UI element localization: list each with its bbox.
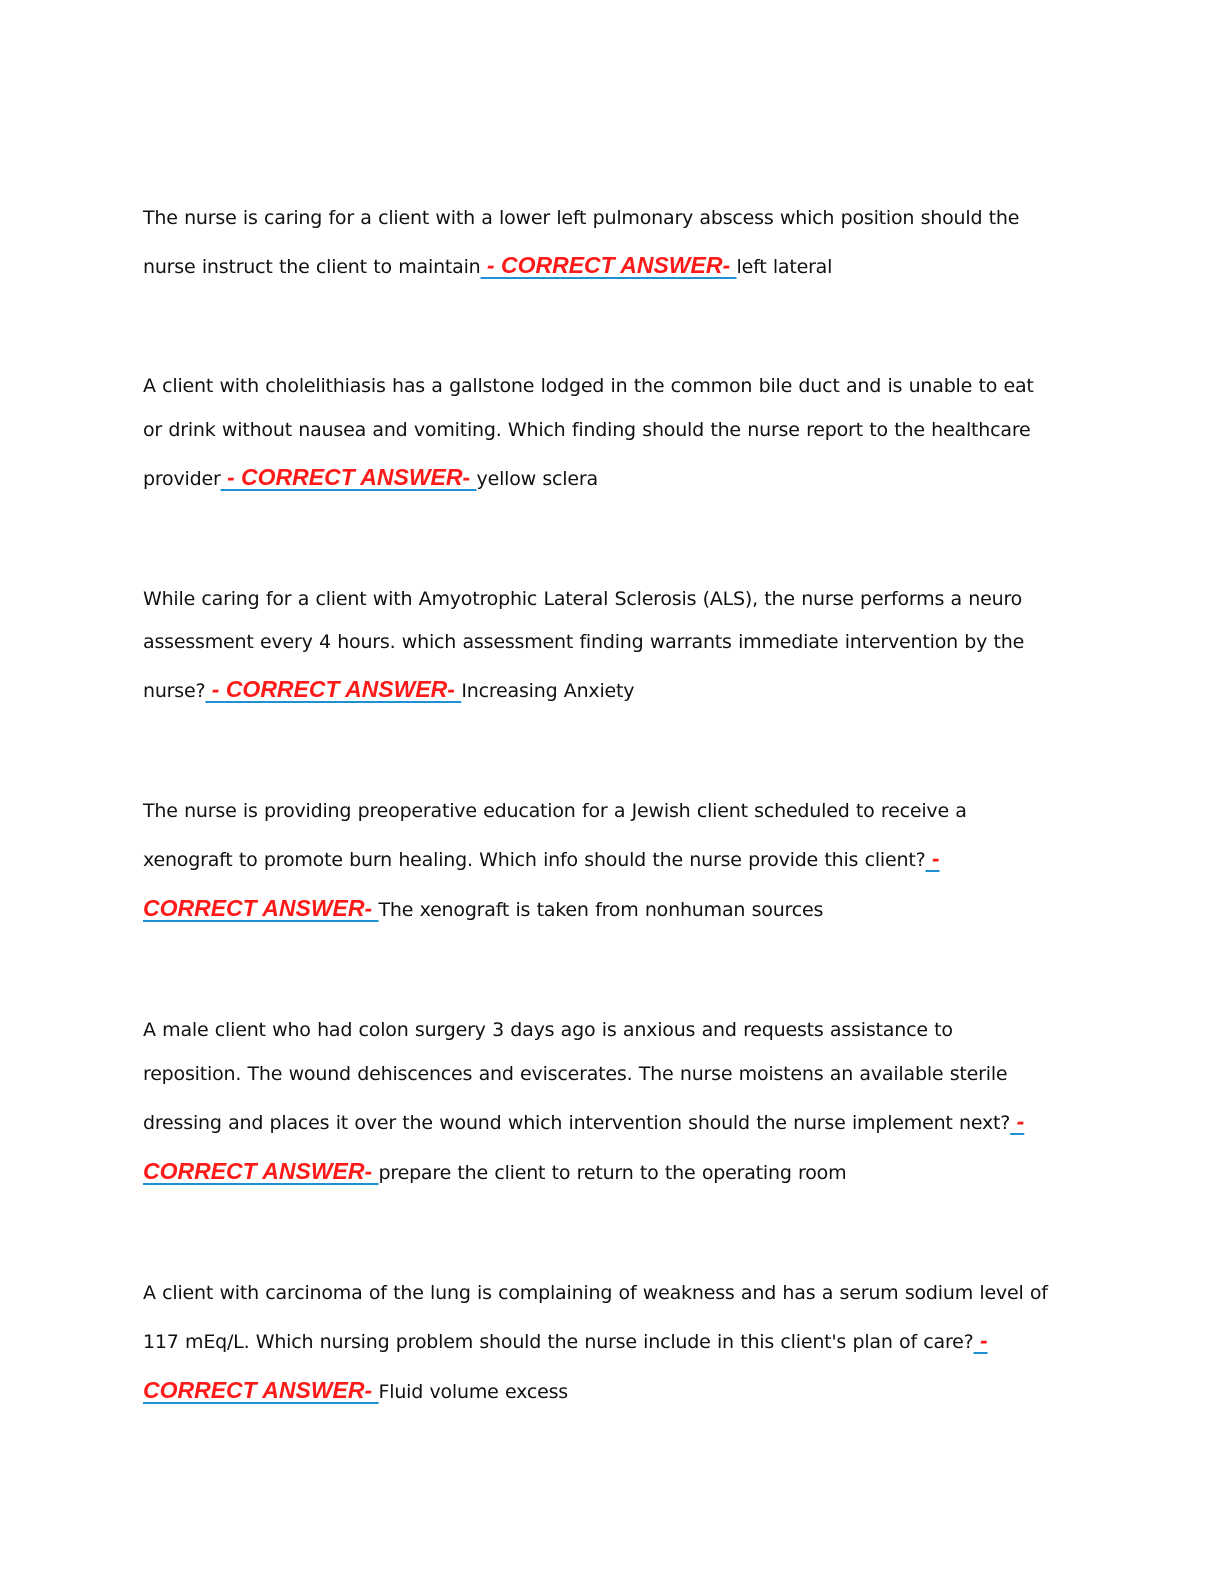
question-answer-line bbox=[143, 845, 940, 871]
correct-answer-marker: - CORRECT ANSWER- bbox=[220, 464, 477, 490]
correct-answer-marker-start: - bbox=[925, 845, 940, 871]
question-answer-line bbox=[143, 676, 634, 702]
question-answer-line bbox=[143, 1327, 988, 1353]
question-text: nurse? bbox=[143, 680, 206, 702]
correct-answer-marker: - CORRECT ANSWER- bbox=[205, 676, 462, 702]
correct-answer-marker: - CORRECT ANSWER- bbox=[480, 252, 737, 278]
question-text: xenograft to promote burn healing. Which info should the nurse provide this client? bbox=[143, 849, 926, 871]
answer-line bbox=[143, 895, 823, 921]
answer-line bbox=[143, 1158, 846, 1184]
answer-text: The xenograft is taken from nonhuman sources bbox=[378, 899, 824, 921]
question-line: While caring for a client with Amyotrophic Lateral Sclerosis (ALS), the nurse performs a neuro bbox=[143, 588, 1023, 610]
correct-answer-marker-end: CORRECT ANSWER- bbox=[143, 895, 379, 921]
answer-line bbox=[143, 1377, 568, 1403]
question-text: nurse instruct the client to maintain bbox=[143, 256, 481, 278]
question-line: A client with carcinoma of the lung is complaining of weakness and has a serum sodium level of bbox=[143, 1282, 1048, 1304]
correct-answer-marker-start: - bbox=[1010, 1108, 1025, 1134]
answer-text: Fluid volume excess bbox=[378, 1381, 568, 1403]
question-answer-line bbox=[143, 252, 832, 278]
question-line: or drink without nausea and vomiting. Which finding should the nurse report to the healthcare bbox=[143, 419, 1031, 441]
question-line: The nurse is caring for a client with a lower left pulmonary abscess which position should the bbox=[143, 207, 1020, 229]
correct-answer-marker-end: CORRECT ANSWER- bbox=[143, 1377, 379, 1403]
answer-text: Increasing Anxiety bbox=[461, 680, 635, 702]
answer-text: prepare the client to return to the operating room bbox=[378, 1162, 847, 1184]
question-text: dressing and places it over the wound which intervention should the nurse implement next? bbox=[143, 1112, 1011, 1134]
question-answer-line bbox=[143, 1108, 1024, 1134]
answer-text: left lateral bbox=[736, 256, 833, 278]
question-line: A male client who had colon surgery 3 days ago is anxious and requests assistance to bbox=[143, 1019, 953, 1041]
question-line: reposition. The wound dehiscences and eviscerates. The nurse moistens an available sterile bbox=[143, 1063, 1008, 1085]
correct-answer-marker-end: CORRECT ANSWER- bbox=[143, 1158, 379, 1184]
question-line: The nurse is providing preoperative education for a Jewish client scheduled to receive a bbox=[143, 800, 967, 822]
question-text: 117 mEq/L. Which nursing problem should the nurse include in this client's plan of care? bbox=[143, 1331, 974, 1353]
correct-answer-marker-start: - bbox=[973, 1327, 988, 1353]
question-line: assessment every 4 hours. which assessment finding warrants immediate intervention by the bbox=[143, 631, 1025, 653]
question-text: provider bbox=[143, 468, 221, 490]
question-answer-line bbox=[143, 464, 598, 490]
question-line: A client with cholelithiasis has a gallstone lodged in the common bile duct and is unable to eat bbox=[143, 375, 1034, 397]
answer-text: yellow sclera bbox=[476, 468, 598, 490]
